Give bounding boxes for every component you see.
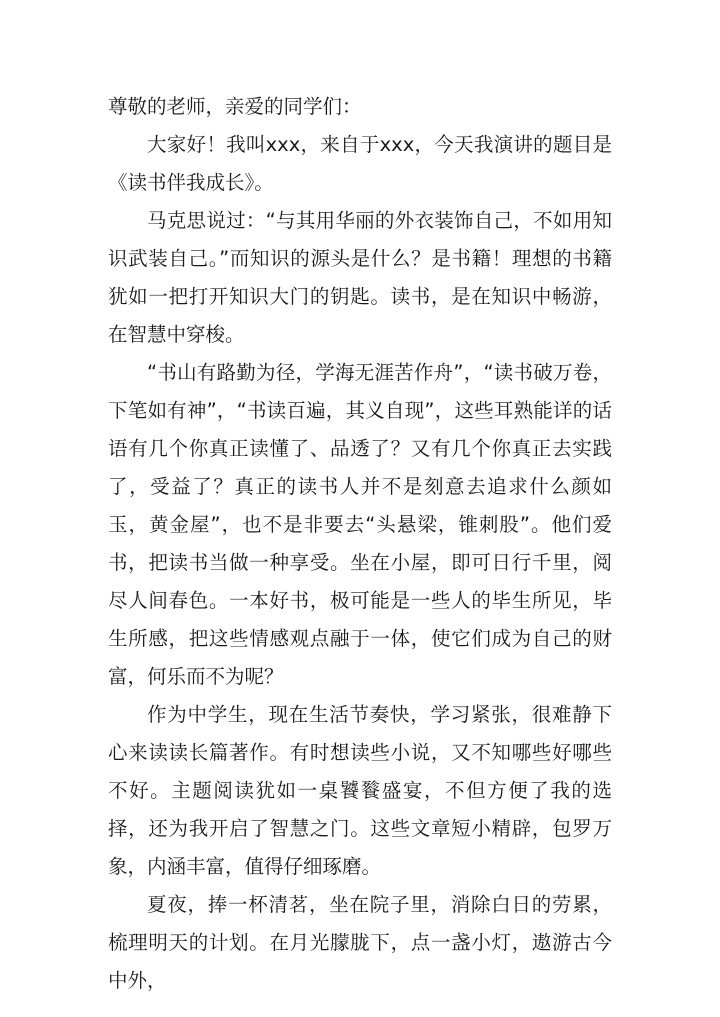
paragraph-marx-quote: 马克思说过：“与其用华丽的外衣装饰自己，不如用知识武装自己。”而知识的源头是什么？是书籍！理想的书籍犹如一把打开知识大门的钥匙。读书，是在知识中畅游，在智慧中穿梭。: [108, 209, 612, 346]
salutation: 尊敬的老师，亲爱的同学们：: [108, 95, 362, 118]
document-page: [108, 88, 612, 1000]
paragraph-summer-night: 夏夜，捧一杯清茗，坐在院子里，消除白日的劳累，梳理明天的计划。在月光朦胧下，点一盏小灯，遨游古今中外，: [108, 893, 612, 992]
paragraph-greeting: 大家好！我叫xxx，来自于xxx，今天我演讲的题目是《读书伴我成长》。: [108, 133, 612, 194]
paragraph-middle-school: 作为中学生，现在生活节奏快，学习紧张，很难静下心来读读长篇著作。有时想读些小说，又不知哪些好哪些不好。主题阅读犹如一桌饕餮盛宴，不但方便了我的选择，还为我开启了智慧之门。这些文章短小精辟，包罗万象，内涵丰富，值得仔细琢磨。: [108, 703, 612, 878]
paragraph-reading-sayings: “书山有路勤为径，学海无涯苦作舟”，“读书破万卷，下笔如有神”，“书读百遍，其义自现”，这些耳熟能详的话语有几个你真正读懂了、品透了？又有几个你真正去实践了，受益了？真正的读书人并不是刻意去追求什么颜如玉，黄金屋”，也不是非要去“头悬梁，锥刺股”。他们爱书，把读书当做一种享受。坐在小屋，即可日行千里，阅尽人间春色。一本好书，极可能是一些人的毕生所见，毕生所感，把这些情感观点融于一体，使它们成为自己的财富，何乐而不为呢？: [108, 361, 612, 688]
